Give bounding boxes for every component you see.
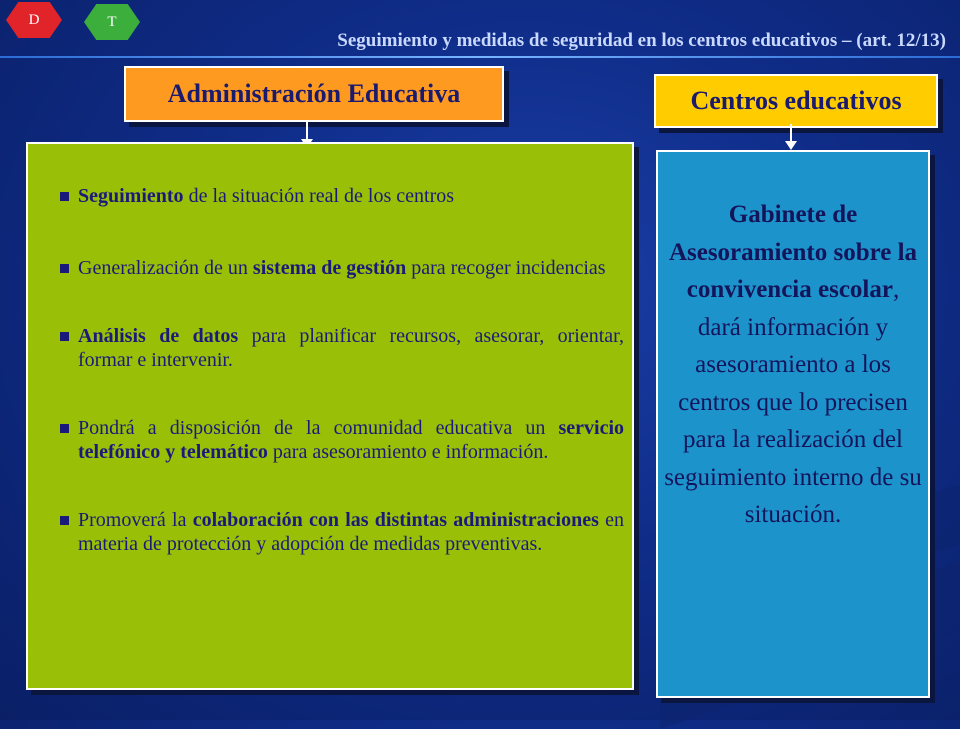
- item-bold: servicio telefónico y telemático: [78, 417, 624, 463]
- bullet-icon: [60, 424, 69, 433]
- list-item: [60, 184, 624, 208]
- item-text: Generalización de un: [78, 257, 253, 279]
- list-item: [60, 508, 624, 556]
- item-text: para recoger incidencias: [406, 257, 606, 279]
- admin-panel: [26, 142, 634, 690]
- item-text: para asesoramiento e información.: [267, 441, 549, 463]
- item-bold: Análisis de datos: [78, 325, 239, 347]
- bullet-icon: [60, 192, 69, 201]
- nav-d-button[interactable]: D: [6, 2, 62, 38]
- item-text: en materia de protección y adopción de medidas preventivas.: [78, 509, 624, 555]
- centros-text: , dará información y asesoramiento a los centros que lo precisen para la realización del seguimiento interno de su situación.: [664, 276, 922, 528]
- bullet-icon: [60, 332, 69, 341]
- page-title: Seguimiento y medidas de seguridad en los centros educativos – (art. 12/13): [337, 30, 946, 51]
- centros-bold-text: Gabinete de Asesoramiento sobre la convivencia escolar: [668, 201, 918, 303]
- item-bold: sistema de gestión: [252, 257, 407, 279]
- centros-panel: [656, 150, 930, 698]
- down-arrow-icon: [790, 124, 792, 142]
- item-text: Pondrá a disposición de la comunidad educativa un: [78, 417, 559, 439]
- list-item: [60, 324, 624, 372]
- nav-t-button[interactable]: T: [84, 4, 140, 40]
- item-bold: colaboración con las distintas administraciones: [192, 509, 599, 531]
- down-arrow-icon: [306, 120, 308, 140]
- header-divider: [0, 56, 960, 58]
- item-text: Promoverá la: [78, 509, 193, 531]
- bullet-icon: [60, 264, 69, 273]
- item-bold: Seguimiento: [78, 185, 184, 207]
- admin-label: Administración Educativa: [124, 66, 504, 122]
- bullet-icon: [60, 516, 69, 525]
- centros-label: Centros educativos: [654, 74, 938, 128]
- list-item: [60, 256, 624, 280]
- item-text: de la situación real de los centros: [183, 185, 455, 207]
- list-item: [60, 416, 624, 464]
- item-text: para planificar recursos, asesorar, orientar, formar e intervenir.: [78, 325, 624, 371]
